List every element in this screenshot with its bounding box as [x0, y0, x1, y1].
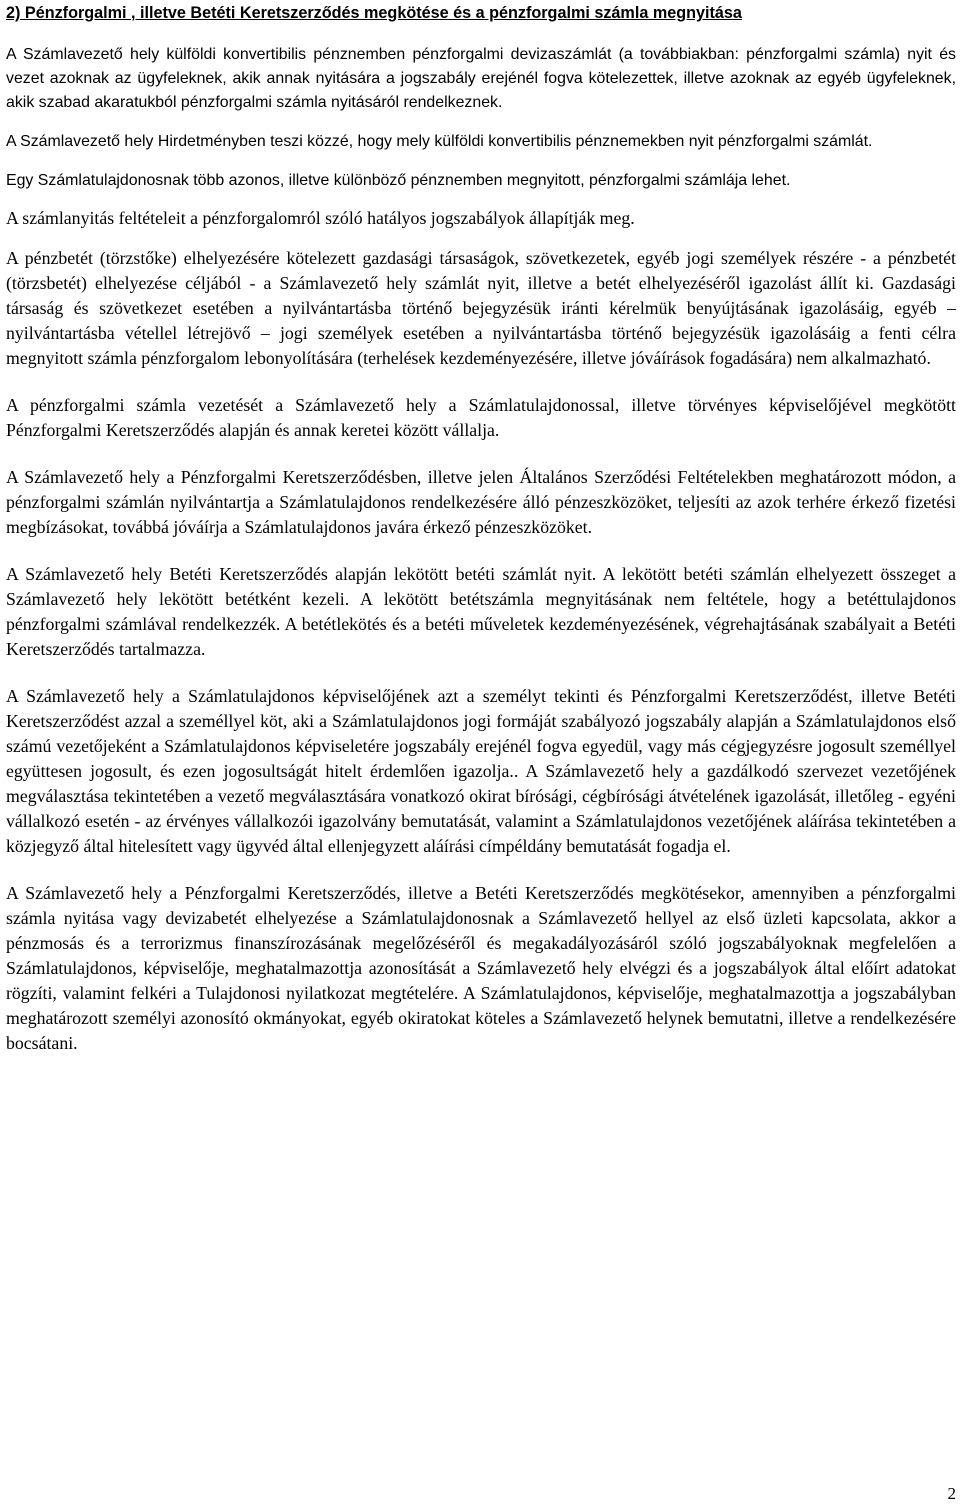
- paragraph-account-opening: A Számlavezető hely külföldi konvertibilis pénznemben pénzforgalmi devizaszámlát (a továbbiakban: pénzforgalmi számla) nyit és vezet azoknak az ügyfeleknek, akik annak nyitására a jogszabály erejénél fogva kötelezettek, illetve azoknak az egyéb ügyfeleknek, akik szabad akaratukból pénzforgalmi számla nyitásáról rendelkeznek.: [6, 46, 956, 111]
- section-title: 2) Pénzforgalmi , illetve Betéti Keretszerződés megkötése és a pénzforgalmi számla megnyitása: [6, 4, 742, 22]
- paragraph-representative: A Számlavezető hely a Számlatulajdonos képviselőjének azt a személyt tekinti és Pénzforgalmi Keretszerződést, illetve Betéti Keretszerződést azzal a személlyel köt, aki a Számlatulajdonos jogi formáját szabályozó jogszabály alapján a Számlatulajdonos első számú vezetőjeként a Számlatulajdonos képviseletére jogszabály erejénél fogva egyedül, vagy más cégjegyzésre jogosult személlyel együttesen jogosult, és ezen jogosultságát hitelt érdemlően igazolja.. A Számlavezető hely a gazdálkodó szervezet vezetőjének megválasztása tekintetében a vezető megválasztására vonatkozó okirat bírósági, cégbírósági átvételének igazolását, illetőleg - egyéni vállalkozó esetén - az érvényes vállalkozói igazolvány bemutatását, valamint a Számlatulajdonos vezetőjének aláírása tekintetében a közjegyző által hitelesített vagy ügyvéd által ellenjegyzett aláírási címpéldány bemutatását fogadja el.: [6, 686, 956, 856]
- paragraph-multiple-accounts: Egy Számlatulajdonosnak több azonos, illetve különböző pénznemben megnyitott, pénzforgalmi számlája lehet.: [6, 172, 791, 189]
- document-page: [6, 0, 956, 1056]
- paragraph-account-management: A pénzforgalmi számla vezetését a Számlavezető hely a Számlatulajdonossal, illetve törvényes képviselőjével megkötött Pénzforgalmi Keretszerződés alapján és annak keretei között vállalja.: [6, 395, 956, 440]
- paragraph-fixed-deposit: A Számlavezető hely Betéti Keretszerződés alapján lekötött betéti számlát nyit. A lekötött betéti számlán elhelyezett összeget a Számlavezető hely lekötött betétként kezeli. A lekötött betétszámla megnyitásának nem feltétele, hogy a betéttulajdonos pénzforgalmi számlával rendelkezzék. A betétlekötés és a betéti műveletek kezdeményezésének, végrehajtásának szabályait a Betéti Keretszerződés tartalmazza.: [6, 564, 956, 659]
- paragraph-identification: A Számlavezető hely a Pénzforgalmi Keretszerződés, illetve a Betéti Keretszerződés megkötésekor, amennyiben a pénzforgalmi számla nyitása vagy devizabetét elhelyezése a Számlatulajdonosnak a Számlavezető hellyel az első üzleti kapcsolata, akkor a pénzmosás és a terrorizmus finanszírozásának megelőzéséről és megakadályozásáról szóló jogszabályoknak megfelelően a Számlatulajdonos, képviselője, meghatalmazottja azonosítását a Számlavezető hely elvégzi és a jogszabályok által előírt adatokat rögzíti, valamint felkéri a Tulajdonosi nyilatkozat megtételére. A Számlatulajdonos, képviselője, meghatalmazottja a jogszabályban meghatározott személyi azonosító okmányokat, egyéb okiratokat köteles a Számlavezető helynek bemutatni, illetve a rendelkezésére bocsátani.: [6, 883, 956, 1053]
- paragraph-capital-deposit: A pénzbetét (törzstőke) elhelyezésére kötelezett gazdasági társaságok, szövetkezetek, egyéb jogi személyek részére - a pénzbetét (törzsbetét) elhelyezése céljából - a Számlavezető hely számlát nyit, illetve a betét elhelyezéséről igazolást állít ki. Gazdasági társaság és szövetkezet esetében a nyilvántartásba történő bejegyzésük iránti kérelmük benyújtásának igazolásáig, egyéb – nyilvántartásba vétellel létrejövő – jogi személyek esetében a nyilvántartásba történő bejegyzésük igazolásáig a fenti célra megnyitott számla pénzforgalom lebonyolítására (terhelések kezdeményezésére, illetve jóváírások fogadására) nem alkalmazható.: [6, 248, 956, 368]
- paragraph-account-operations: A Számlavezető hely a Pénzforgalmi Keretszerződésben, illetve jelen Általános Szerződési Feltételekben meghatározott módon, a pénzforgalmi számlán nyilvántartja a Számlatulajdonos rendelkezésére álló pénzeszközöket, teljesíti az azok terhére érkező fizetési megbízásokat, továbbá jóváírja a Számlatulajdonos javára érkező pénzeszközöket.: [6, 467, 956, 537]
- paragraph-opening-conditions: A számlanyitás feltételeit a pénzforgalomról szóló hatályos jogszabályok állapítják meg.: [6, 208, 635, 228]
- paragraph-currencies-announcement: A Számlavezető hely Hirdetményben teszi közzé, hogy mely külföldi konvertibilis pénznemekben nyit pénzforgalmi számlát.: [6, 133, 873, 150]
- page-number: 2: [947, 1484, 956, 1503]
